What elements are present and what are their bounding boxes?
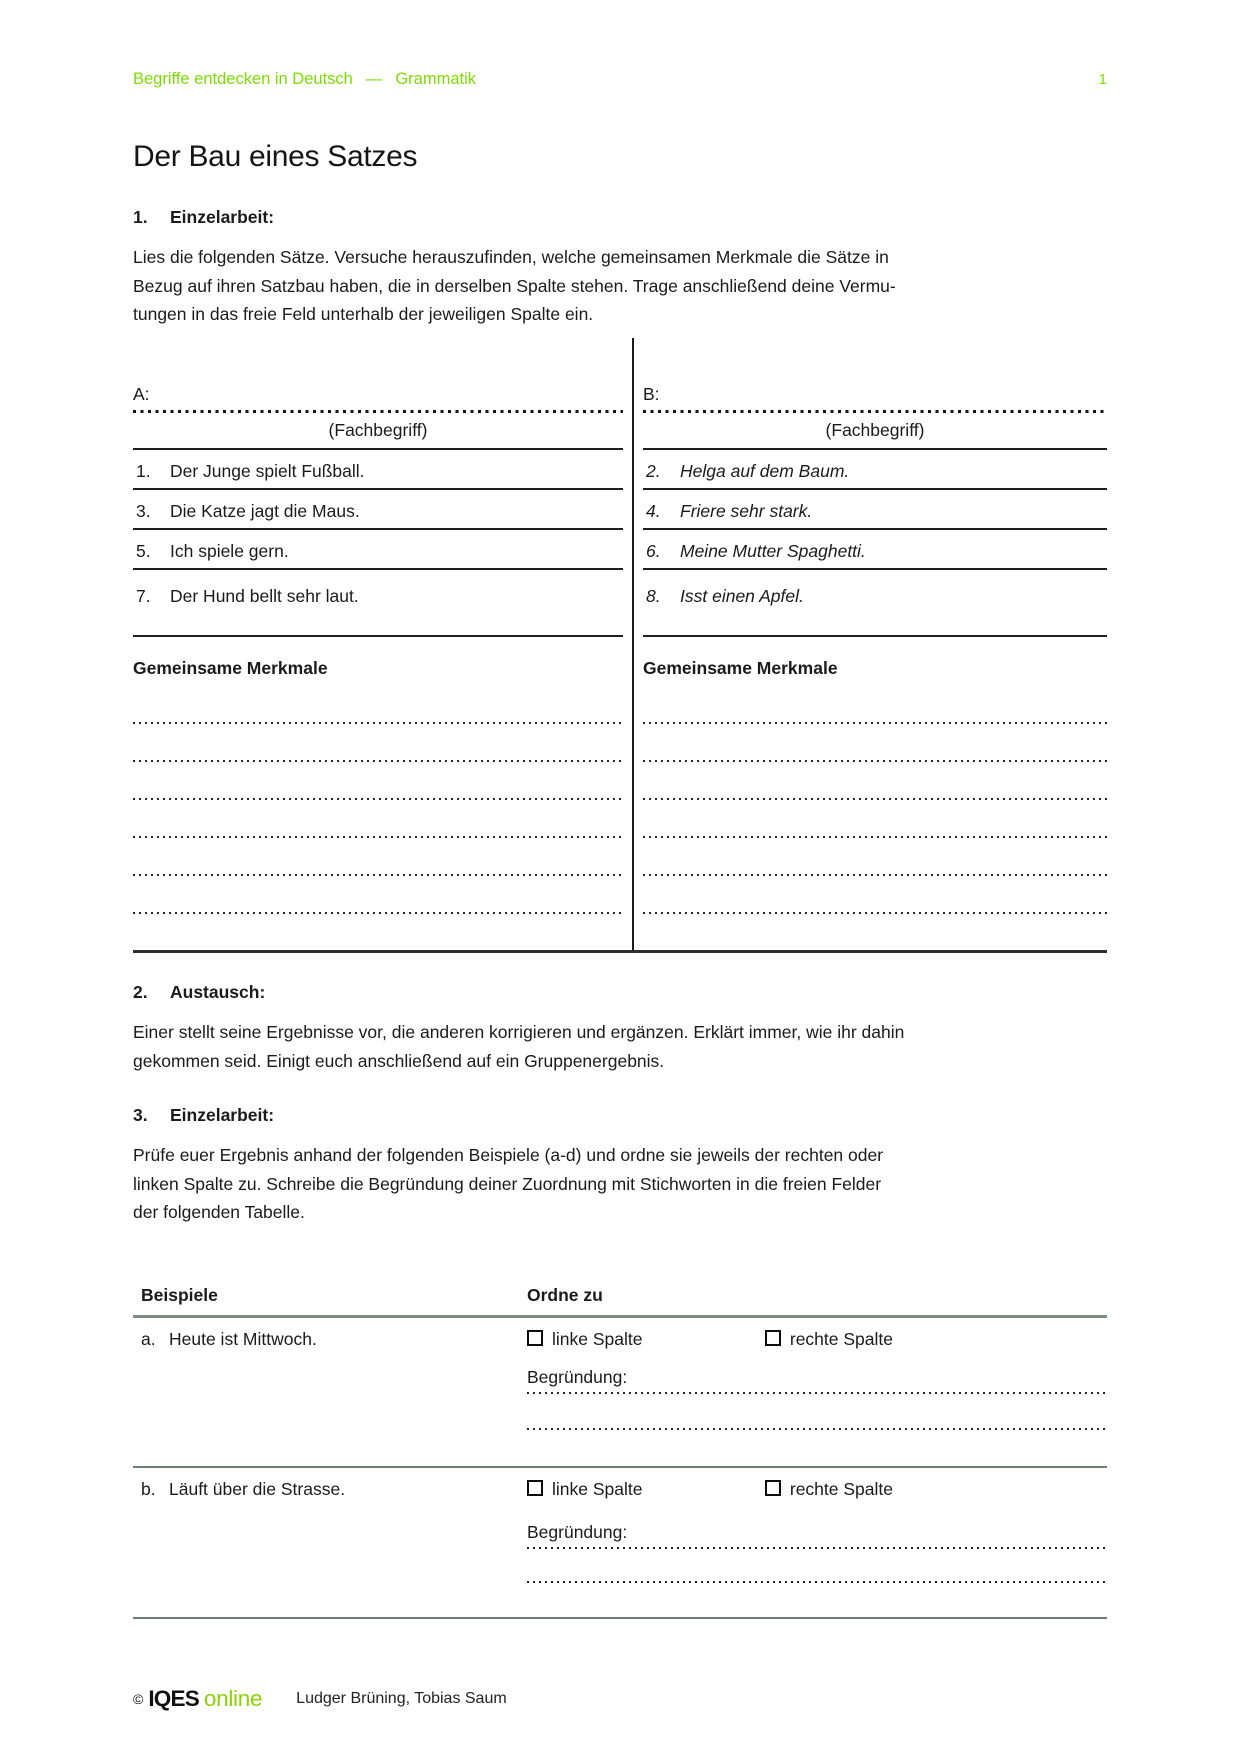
iqes-logo: IQES (148, 1686, 199, 1711)
page-number: 1 (1098, 71, 1107, 88)
sentence-text: Der Hund bellt sehr laut. (170, 586, 359, 606)
example-row-b (141, 1479, 345, 1500)
example-b-options (527, 1479, 1107, 1500)
checkbox-rechte-spalte[interactable] (765, 1480, 781, 1496)
sentence-row (133, 450, 623, 490)
column-b (643, 338, 1107, 914)
column-a-label: A: (133, 384, 150, 404)
sentence-row (133, 570, 623, 637)
sentence-number: 2. (646, 461, 661, 481)
option-left (527, 1329, 760, 1350)
table-bottom-rule (133, 1617, 1107, 1619)
paragraph-line: Lies die folgenden Sätze. Versuche herauszufinden, welche gemeinsamen Merkmale die Sätze in (133, 247, 889, 267)
option-right (765, 1329, 998, 1350)
answer-line[interactable] (133, 838, 623, 876)
sentence-row (643, 530, 1107, 570)
merkmale-heading: Gemeinsame Merkmale (643, 658, 838, 678)
checkbox-linke-spalte[interactable] (527, 1480, 543, 1496)
paragraph-line: Bezug auf ihren Satzbau haben, die in derselben Spalte stehen. Trage anschließend deine Vermu- (133, 275, 896, 296)
answer-line[interactable] (133, 680, 623, 724)
example-letter: a. (141, 1329, 156, 1349)
example-text: Heute ist Mittwoch. (169, 1329, 317, 1349)
answer-line[interactable] (643, 876, 1107, 914)
merkmale-heading: Gemeinsame Merkmale (133, 658, 328, 678)
sentence-number: 3. (136, 501, 151, 521)
option-left-label: linke Spalte (552, 1479, 643, 1499)
option-right (765, 1479, 998, 1500)
example-text: Läuft über die Strasse. (169, 1479, 346, 1499)
sentence-number: 8. (646, 586, 661, 606)
paragraph-line: linken Spalte zu. Schreibe die Begründung deiner Zuordnung mit Stichworten in die freien Felder (133, 1173, 882, 1194)
begruendung-field[interactable] (527, 1367, 1107, 1394)
begruendung-label: Begründung: (527, 1522, 628, 1542)
iqes-logo-suffix: online (203, 1686, 263, 1711)
column-divider (632, 338, 634, 950)
sentence-text: Helga auf dem Baum. (680, 461, 850, 481)
begruendung-label: Begründung: (527, 1367, 628, 1387)
begruendung-line[interactable] (527, 1581, 1107, 1583)
section-3-label: Einzelarbeit: (170, 1105, 275, 1125)
examples-table (133, 1277, 1107, 1619)
checkbox-linke-spalte[interactable] (527, 1330, 543, 1346)
sentence-number: 7. (136, 586, 151, 606)
column-a-title-line[interactable] (133, 338, 623, 413)
examples-header: Beispiele (141, 1285, 218, 1305)
page-header (133, 70, 1107, 89)
answer-line[interactable] (643, 762, 1107, 800)
sentence-text: Meine Mutter Spaghetti. (680, 541, 866, 561)
section-3-number: 3. (133, 1105, 148, 1125)
example-letter: b. (141, 1479, 156, 1499)
copyright-symbol: © (133, 1691, 144, 1707)
section-3-heading (133, 1105, 274, 1126)
section-1-text (133, 243, 896, 329)
column-b-subheader: (Fachbegriff) (643, 413, 1107, 450)
sentence-number: 4. (646, 501, 661, 521)
answer-line[interactable] (133, 724, 623, 762)
sentence-row (133, 490, 623, 530)
option-left-label: linke Spalte (552, 1329, 643, 1349)
column-b-label: B: (643, 384, 660, 404)
page-footer (133, 1686, 507, 1712)
sentence-text: Der Junge spielt Fußball. (170, 461, 365, 481)
row-divider (133, 1466, 1107, 1468)
section-2-label: Austausch: (170, 982, 266, 1002)
paragraph-line: gekommen seid. Einigt euch anschließend auf ein Gruppenergebnis. (133, 1050, 665, 1071)
answer-line[interactable] (133, 876, 623, 914)
answer-line[interactable] (133, 800, 623, 838)
sentence-row (133, 530, 623, 570)
section-3-text (133, 1141, 883, 1227)
section-2-text (133, 1018, 904, 1075)
paragraph-line: der folgenden Tabelle. (133, 1202, 305, 1222)
option-right-label: rechte Spalte (789, 1479, 893, 1499)
sentence-text: Die Katze jagt die Maus. (170, 501, 360, 521)
sentence-number: 5. (136, 541, 151, 561)
paragraph-line: Einer stellt seine Ergebnisse vor, die anderen korrigieren und ergänzen. Erklärt immer, wie ihr dahin (133, 1022, 905, 1042)
section-1-number: 1. (133, 207, 148, 227)
header-topic: Grammatik (395, 70, 477, 88)
page-title: Der Bau eines Satzes (133, 140, 418, 173)
paragraph-line: Prüfe euer Ergebnis anhand der folgenden Beispiele (a-d) und ordne sie jeweils der rechten oder (133, 1145, 884, 1165)
example-row-a (141, 1329, 317, 1350)
answer-line[interactable] (133, 762, 623, 800)
header-course-title: Begriffe entdecken in Deutsch (133, 70, 353, 88)
column-a-subheader: (Fachbegriff) (133, 413, 623, 450)
answer-line[interactable] (643, 680, 1107, 724)
answer-line[interactable] (643, 838, 1107, 876)
header-dash: — (365, 70, 383, 88)
sentence-text: Ich spiele gern. (170, 541, 289, 561)
begruendung-line[interactable] (527, 1428, 1107, 1430)
sentence-row (643, 570, 1107, 637)
begruendung-field[interactable] (527, 1522, 1107, 1549)
section-2-heading (133, 982, 265, 1003)
column-a (133, 338, 623, 914)
sentence-row (643, 450, 1107, 490)
sentence-number: 6. (646, 541, 661, 561)
answer-line[interactable] (643, 724, 1107, 762)
section-1-heading (133, 207, 274, 228)
section-2-number: 2. (133, 982, 148, 1002)
sentence-text: Isst einen Apfel. (680, 586, 804, 606)
sentence-number: 1. (136, 461, 151, 481)
column-b-title-line[interactable] (643, 338, 1107, 413)
option-right-label: rechte Spalte (789, 1329, 893, 1349)
table-header-rule (133, 1315, 1107, 1318)
example-a-options (527, 1329, 1107, 1350)
answer-line[interactable] (643, 800, 1107, 838)
header-breadcrumb (133, 70, 476, 89)
paragraph-line: tungen in das freie Feld unterhalb der jeweiligen Spalte ein. (133, 304, 594, 324)
section-1-label: Einzelarbeit: (170, 207, 275, 227)
option-left (527, 1479, 760, 1500)
ordne-zu-header: Ordne zu (527, 1285, 603, 1305)
sentence-comparison-table (133, 338, 1107, 953)
authors: Ludger Brüning, Tobias Saum (296, 1690, 507, 1707)
sentence-row (643, 490, 1107, 530)
sentence-text: Friere sehr stark. (680, 501, 813, 521)
checkbox-rechte-spalte[interactable] (765, 1330, 781, 1346)
